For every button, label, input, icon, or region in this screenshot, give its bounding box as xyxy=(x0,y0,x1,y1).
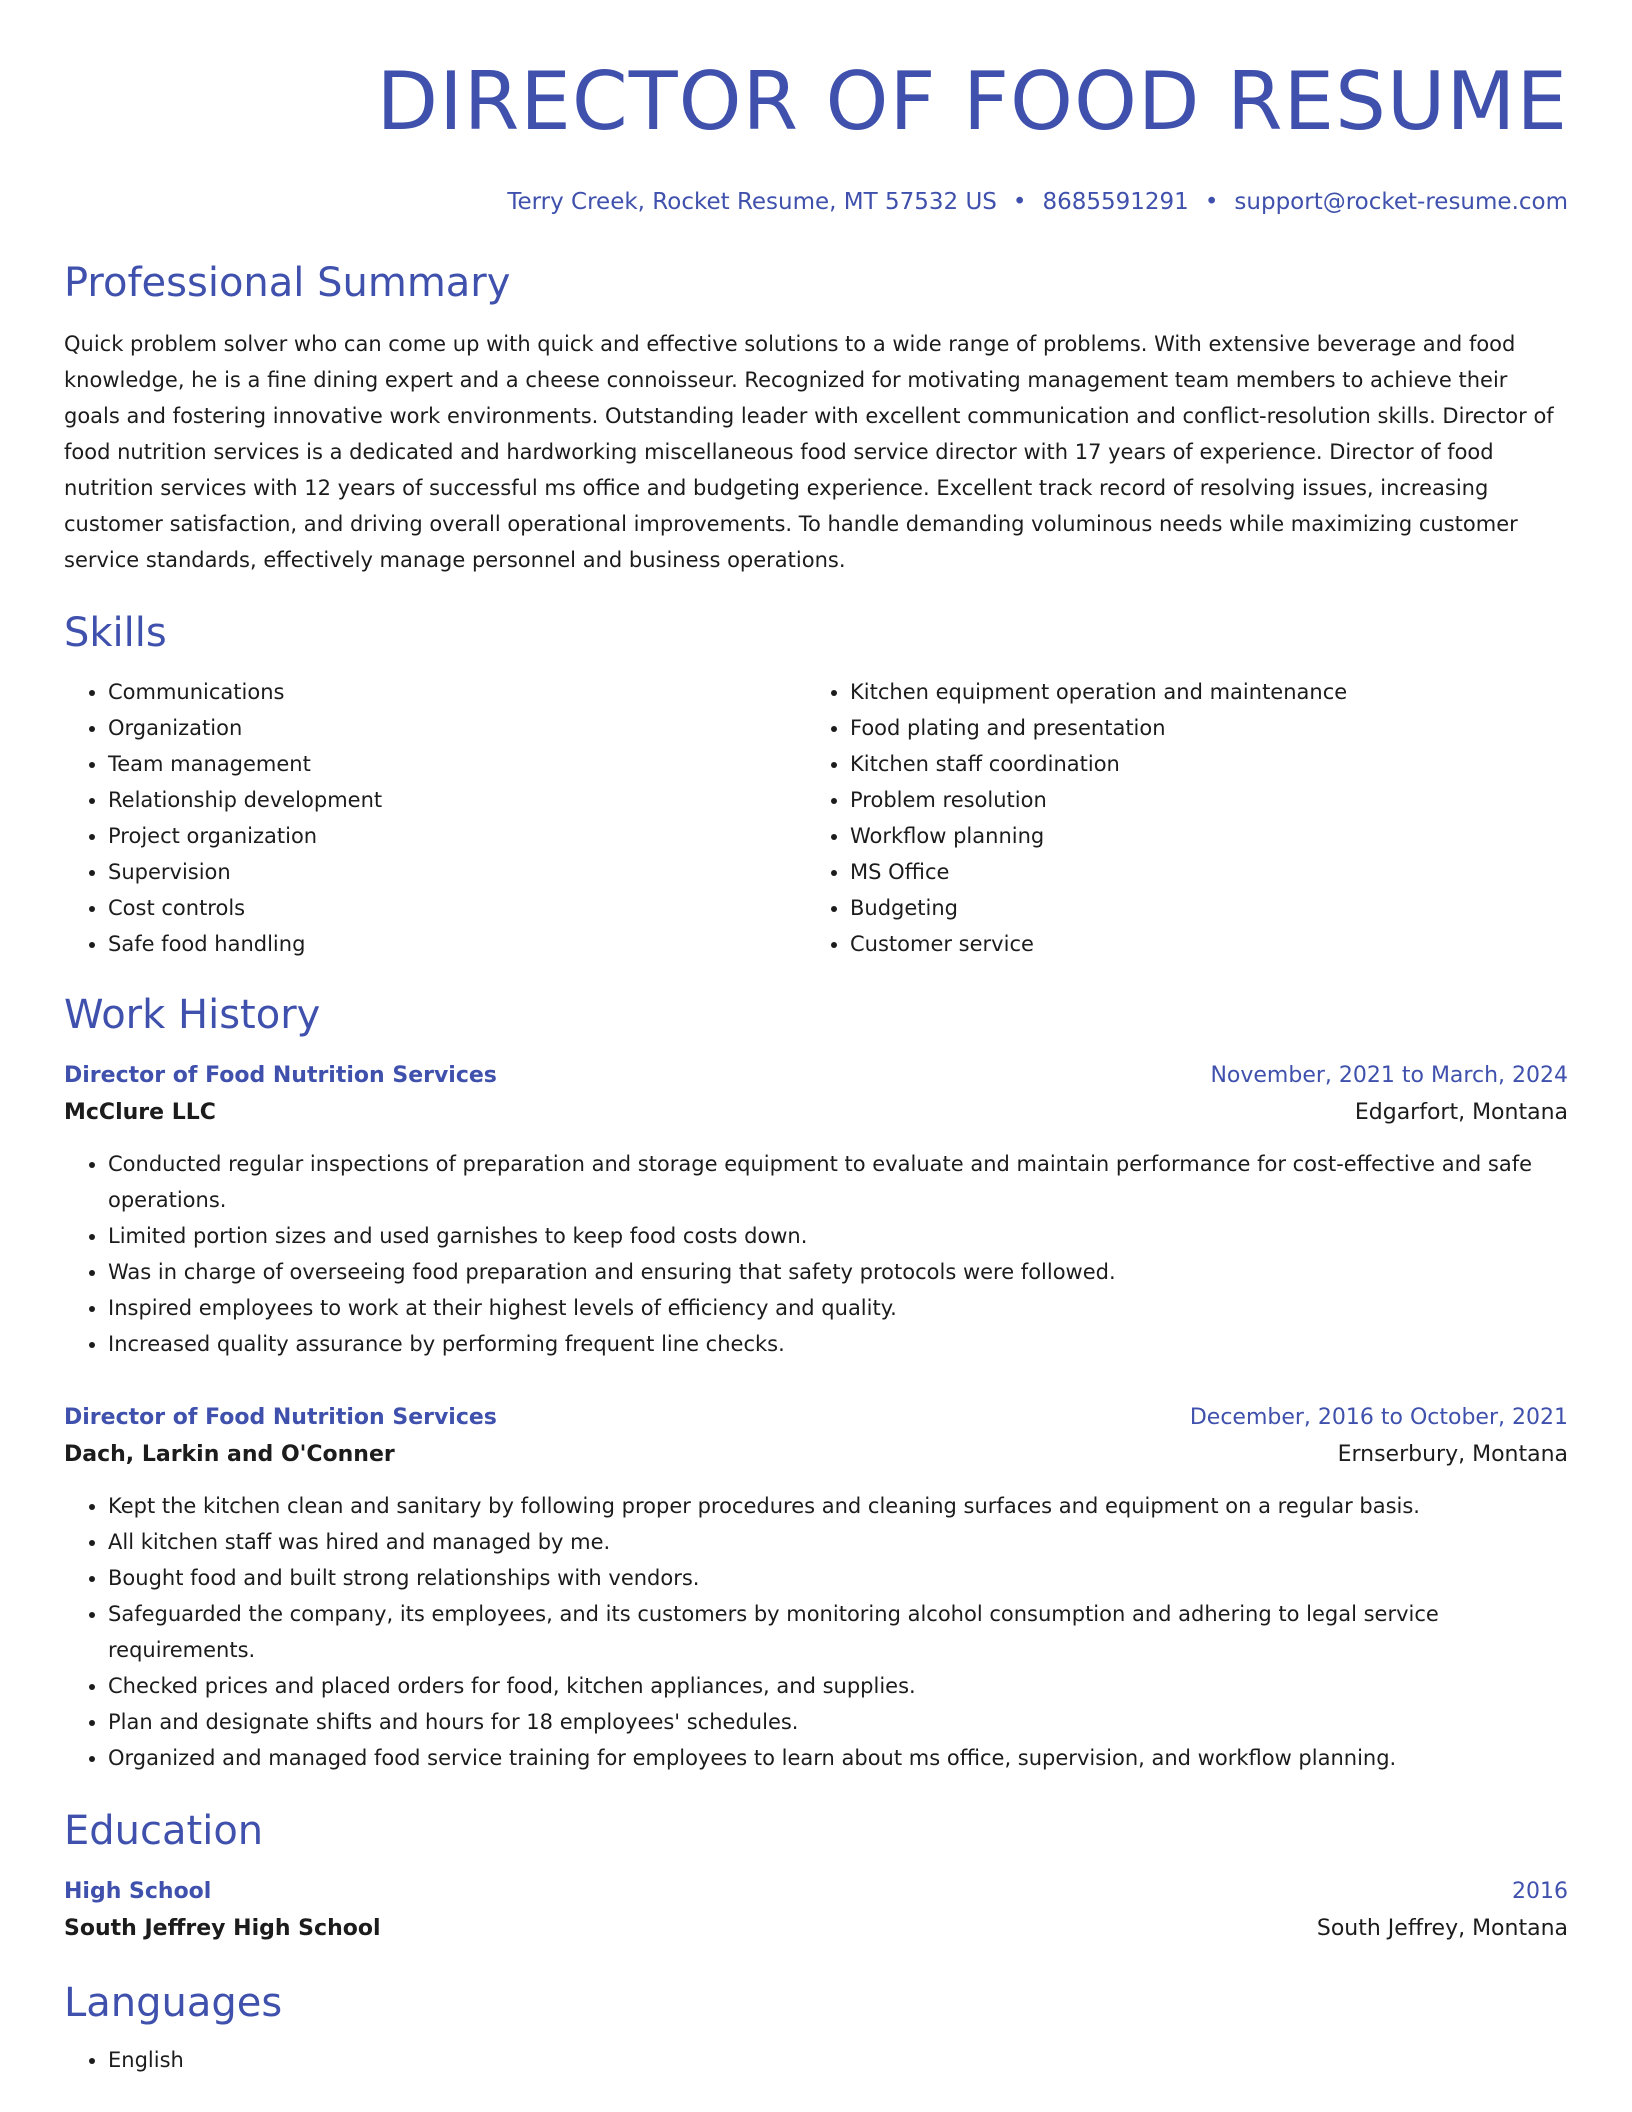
job-entry xyxy=(64,1400,1568,1776)
work-history-heading: Work History xyxy=(64,992,321,1038)
job-title: Director of Food Nutrition Services xyxy=(64,1405,497,1430)
skill-item: • Workflow planning xyxy=(850,818,1548,854)
resume-page xyxy=(64,0,1568,2078)
contact-email[interactable]: support@rocket-resume.com xyxy=(1234,189,1568,215)
education-school: South Jeffrey High School xyxy=(64,1916,381,1941)
languages-heading: Languages xyxy=(64,1980,283,2026)
job-bullet: • Safeguarded the company, its employees, and its customers by monitoring alcohol consumption and adhering to legal service requirements. xyxy=(108,1596,1568,1668)
job-bullet: • Checked prices and placed orders for food, kitchen appliances, and supplies. xyxy=(108,1668,1568,1704)
contact-address: Terry Creek, Rocket Resume, MT 57532 US xyxy=(507,189,997,215)
skill-item: • Budgeting xyxy=(850,890,1548,926)
job-entry xyxy=(64,1058,1568,1362)
skill-item: • Cost controls xyxy=(108,890,806,926)
languages-section xyxy=(64,1978,1568,2078)
language-item: • English xyxy=(108,2042,1568,2078)
resume-title: DIRECTOR OF FOOD RESUME xyxy=(376,55,1568,148)
education-entry xyxy=(64,1874,1568,1948)
job-bullets xyxy=(64,1488,1568,1776)
skills-section xyxy=(64,608,1568,962)
skills-list-left xyxy=(64,674,806,962)
job-location: Ernserbury, Montana xyxy=(1337,1442,1568,1467)
skill-item: • Customer service xyxy=(850,926,1548,962)
job-bullet: • Limited portion sizes and used garnishes to keep food costs down. xyxy=(108,1218,1568,1254)
education-heading: Education xyxy=(64,1808,264,1854)
education-section xyxy=(64,1806,1568,1948)
job-bullet: • Bought food and built strong relationships with vendors. xyxy=(108,1560,1568,1596)
skill-item: • Project organization xyxy=(108,818,806,854)
job-bullet: • Increased quality assurance by performing frequent line checks. xyxy=(108,1326,1568,1362)
skill-item: • Supervision xyxy=(108,854,806,890)
job-company-row xyxy=(64,1436,1568,1474)
summary-text: Quick problem solver who can come up with quick and effective solutions to a wide range of problems. With extensive beverage and food knowledge, he is a fine dining expert and a cheese connoisseur. Recognized for motivating management team members to achieve their goals and fostering innovative work environments. Outstanding leader with excellent communication and conflict-resolution skills. Director of food nutrition services is a dedicated and hardworking miscellaneous food service director with 17 years of experience. Director of food nutrition services with 12 years of successful ms office and budgeting experience. Excellent track record of resolving issues, increasing customer satisfaction, and driving overall operational improvements. To handle demanding voluminous needs while maximizing customer service standards, effectively manage personnel and business operations. xyxy=(64,332,1554,572)
skill-item: • Kitchen equipment operation and maintenance xyxy=(850,674,1548,710)
skill-item: • Kitchen staff coordination xyxy=(850,746,1548,782)
job-company-row xyxy=(64,1094,1568,1132)
contact-separator: • xyxy=(1012,189,1027,215)
job-bullets xyxy=(64,1146,1568,1362)
job-location: Edgarfort, Montana xyxy=(1354,1100,1568,1125)
job-bullet: • Kept the kitchen clean and sanitary by following proper procedures and cleaning surfaces and equipment on a regular basis. xyxy=(108,1488,1568,1524)
skill-item: • Problem resolution xyxy=(850,782,1548,818)
contact-phone: 8685591291 xyxy=(1042,189,1189,215)
education-location: South Jeffrey, Montana xyxy=(1316,1916,1568,1941)
skills-grid xyxy=(64,674,1568,962)
job-dates: December, 2016 to October, 2021 xyxy=(1189,1405,1568,1430)
skill-item: • Communications xyxy=(108,674,806,710)
job-header-row xyxy=(64,1400,1568,1436)
job-header-row xyxy=(64,1058,1568,1094)
job-company: McClure LLC xyxy=(64,1100,216,1125)
education-header-row xyxy=(64,1874,1568,1910)
contact-line xyxy=(64,186,1568,218)
job-bullet: • Organized and managed food service training for employees to learn about ms office, supervision, and workflow planning. xyxy=(108,1740,1568,1776)
job-bullet: • Was in charge of overseeing food preparation and ensuring that safety protocols were followed. xyxy=(108,1254,1568,1290)
skills-list-right xyxy=(806,674,1548,962)
skills-heading: Skills xyxy=(64,610,167,656)
education-school-row xyxy=(64,1910,1568,1948)
job-dates: November, 2021 to March, 2024 xyxy=(1210,1063,1568,1088)
job-bullet: • All kitchen staff was hired and managed by me. xyxy=(108,1524,1568,1560)
skill-item: • Organization xyxy=(108,710,806,746)
languages-list xyxy=(64,2042,1568,2078)
job-company: Dach, Larkin and O'Conner xyxy=(64,1442,395,1467)
skill-item: • Safe food handling xyxy=(108,926,806,962)
skill-item: • Relationship development xyxy=(108,782,806,818)
contact-separator: • xyxy=(1204,189,1219,215)
work-history-section xyxy=(64,990,1568,1776)
job-title: Director of Food Nutrition Services xyxy=(64,1063,497,1088)
skill-item: • Food plating and presentation xyxy=(850,710,1548,746)
job-bullet: • Plan and designate shifts and hours for 18 employees' schedules. xyxy=(108,1704,1568,1740)
skill-item: • MS Office xyxy=(850,854,1548,890)
education-degree: High School xyxy=(64,1879,212,1904)
education-year: 2016 xyxy=(1512,1879,1568,1904)
summary-heading: Professional Summary xyxy=(64,260,511,306)
job-bullet: • Inspired employees to work at their highest levels of efficiency and quality. xyxy=(108,1290,1568,1326)
summary-section xyxy=(64,258,1568,578)
job-bullet: • Conducted regular inspections of preparation and storage equipment to evaluate and maintain performance for cost-effective and safe operations. xyxy=(108,1146,1568,1218)
resume-header xyxy=(64,0,1568,218)
skill-item: • Team management xyxy=(108,746,806,782)
